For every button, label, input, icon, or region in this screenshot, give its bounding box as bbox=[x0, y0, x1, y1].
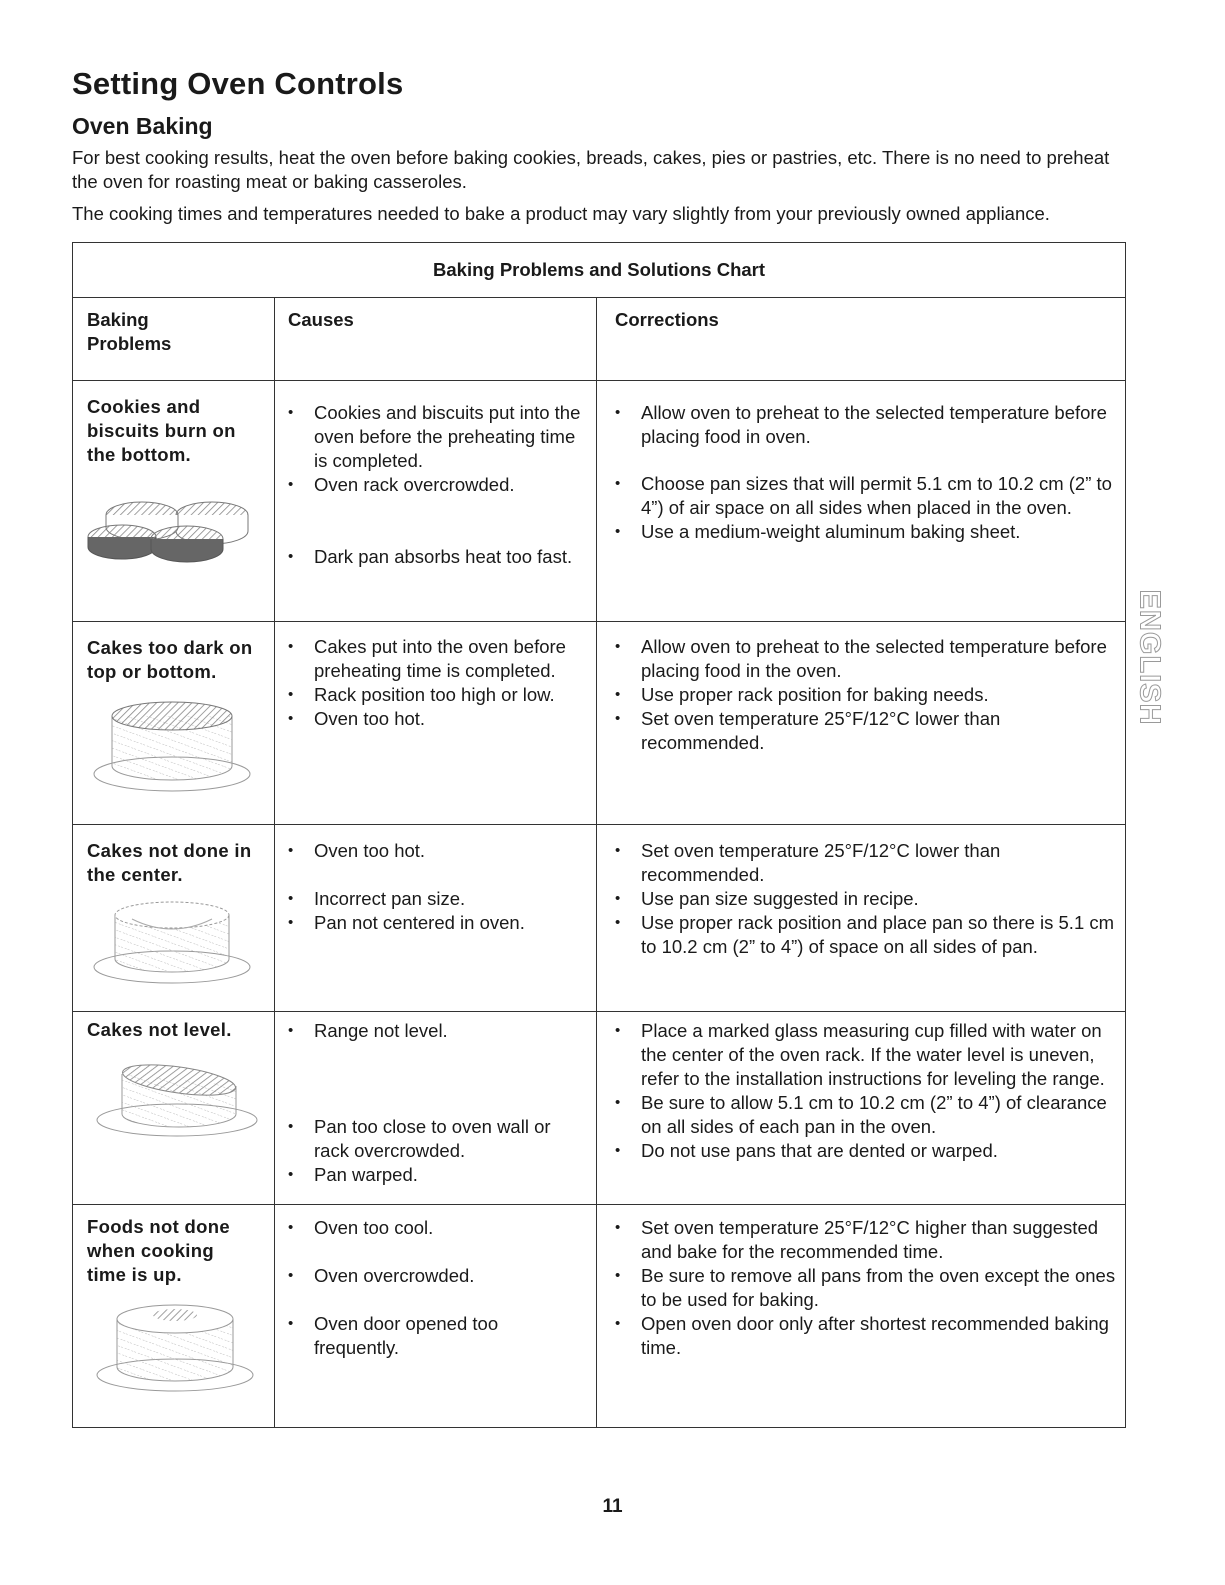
cake-dark-top-icon bbox=[87, 694, 267, 794]
cause-item: • Oven door opened too frequently. bbox=[288, 1312, 588, 1360]
correction-item: • Place a marked glass measuring cup filled with water on the center of the oven rack. If the water level is uneven, refer to the installation instructions for leveling the range. bbox=[615, 1019, 1117, 1091]
cause-item: • Pan too close to oven wall or rack overcrowded. bbox=[288, 1115, 588, 1163]
corrections-cell bbox=[597, 1012, 1126, 1205]
cake-pale-icon bbox=[87, 1297, 267, 1397]
correction-item: • Use proper rack position and place pan so there is 5.1 cm to 10.2 cm (2” to 4”) of space on all sides of pan. bbox=[615, 911, 1117, 959]
intro-paragraph-times: The cooking times and temperatures needed to bake a product may vary slightly from your previously owned appliance. bbox=[72, 203, 1050, 224]
table-row bbox=[73, 1205, 1126, 1428]
cause-item: • Oven too hot. bbox=[288, 839, 588, 863]
causes-cell bbox=[275, 1205, 597, 1428]
intro-paragraph-preheat: For best cooking results, heat the oven before baking cookies, breads, cakes, pies or pastries, etc. There is no need to preheat the oven for roasting meat or baking casseroles. bbox=[72, 147, 1110, 192]
causes-cell bbox=[275, 825, 597, 1012]
cause-item: • Oven too hot. bbox=[288, 707, 588, 731]
correction-item: • Do not use pans that are dented or warped. bbox=[615, 1139, 1117, 1163]
cake-tilted-icon bbox=[87, 1052, 267, 1142]
cause-item: • Cakes put into the oven before preheating time is completed. bbox=[288, 635, 588, 683]
causes-cell bbox=[275, 1012, 597, 1205]
chart-title: Baking Problems and Solutions Chart bbox=[73, 243, 1126, 298]
corrections-cell bbox=[597, 622, 1126, 825]
chart-header-row bbox=[73, 298, 1126, 381]
cake-sunken-icon bbox=[87, 897, 267, 987]
header-corrections: Corrections bbox=[597, 298, 1126, 381]
table-row bbox=[73, 825, 1126, 1012]
cause-item: • Oven too cool. bbox=[288, 1216, 588, 1240]
problem-label: Cakes not level. bbox=[87, 1019, 232, 1040]
table-row bbox=[73, 1012, 1126, 1205]
cause-item: • Incorrect pan size. bbox=[288, 887, 588, 911]
problem-cell bbox=[73, 1205, 275, 1428]
header-causes: Causes bbox=[275, 298, 597, 381]
problem-label: Cakes not done in the center. bbox=[87, 840, 252, 885]
problem-cell bbox=[73, 1012, 275, 1205]
problem-label: Cookies and biscuits burn on the bottom. bbox=[87, 396, 236, 465]
problem-label: Cakes too dark on top or bottom. bbox=[87, 637, 253, 682]
correction-item: • Use pan size suggested in recipe. bbox=[615, 887, 1117, 911]
cookies-icon bbox=[87, 477, 267, 567]
section-title: Oven Baking bbox=[72, 113, 213, 139]
corrections-cell bbox=[597, 381, 1126, 622]
cause-item: • Pan not centered in oven. bbox=[288, 911, 588, 935]
correction-item: • Set oven temperature 25°F/12°C lower than recommended. bbox=[615, 839, 1117, 887]
cause-item: • Pan warped. bbox=[288, 1163, 588, 1187]
cause-item: • Cookies and biscuits put into the oven before the preheating time is completed. bbox=[288, 401, 588, 473]
corrections-cell bbox=[597, 1205, 1126, 1428]
correction-item: • Use a medium-weight aluminum baking sheet. bbox=[615, 520, 1117, 544]
table-row bbox=[73, 381, 1126, 622]
baking-problems-chart bbox=[72, 242, 1126, 1428]
language-label: ENGLISH bbox=[1133, 589, 1166, 725]
correction-item: • Be sure to allow 5.1 cm to 10.2 cm (2” to 4”) of clearance on all sides of each pan in the oven. bbox=[615, 1091, 1117, 1139]
correction-item: • Use proper rack position for baking needs. bbox=[615, 683, 1117, 707]
correction-item: • Choose pan sizes that will permit 5.1 cm to 10.2 cm (2” to 4”) of air space on all sides when placed in the oven. bbox=[615, 472, 1117, 520]
problem-cell bbox=[73, 622, 275, 825]
causes-cell bbox=[275, 622, 597, 825]
correction-item: • Allow oven to preheat to the selected temperature before placing food in oven. bbox=[615, 401, 1117, 449]
table-row bbox=[73, 622, 1126, 825]
problem-label: Foods not done when cooking time is up. bbox=[87, 1216, 230, 1285]
correction-item: • Be sure to remove all pans from the oven except the ones to be used for baking. bbox=[615, 1264, 1117, 1312]
correction-item: • Open oven door only after shortest recommended baking time. bbox=[615, 1312, 1117, 1360]
cause-item: • Dark pan absorbs heat too fast. bbox=[288, 545, 588, 569]
cause-item: • Oven overcrowded. bbox=[288, 1264, 588, 1288]
problem-cell bbox=[73, 381, 275, 622]
correction-item: • Set oven temperature 25°F/12°C higher than suggested and bake for the recommended time. bbox=[615, 1216, 1117, 1264]
correction-item: • Allow oven to preheat to the selected temperature before placing food in the oven. bbox=[615, 635, 1117, 683]
problem-cell bbox=[73, 825, 275, 1012]
corrections-cell bbox=[597, 825, 1126, 1012]
cause-item: • Oven rack overcrowded. bbox=[288, 473, 588, 497]
cause-item: • Rack position too high or low. bbox=[288, 683, 588, 707]
language-side-tab bbox=[1128, 590, 1170, 724]
page-number: 11 bbox=[602, 1496, 623, 1517]
page-title: Setting Oven Controls bbox=[72, 66, 404, 101]
cause-item: • Range not level. bbox=[288, 1019, 588, 1043]
correction-item: • Set oven temperature 25°F/12°C lower than recommended. bbox=[615, 707, 1117, 755]
header-baking-problems: Baking Problems bbox=[73, 298, 275, 381]
causes-cell bbox=[275, 381, 597, 622]
